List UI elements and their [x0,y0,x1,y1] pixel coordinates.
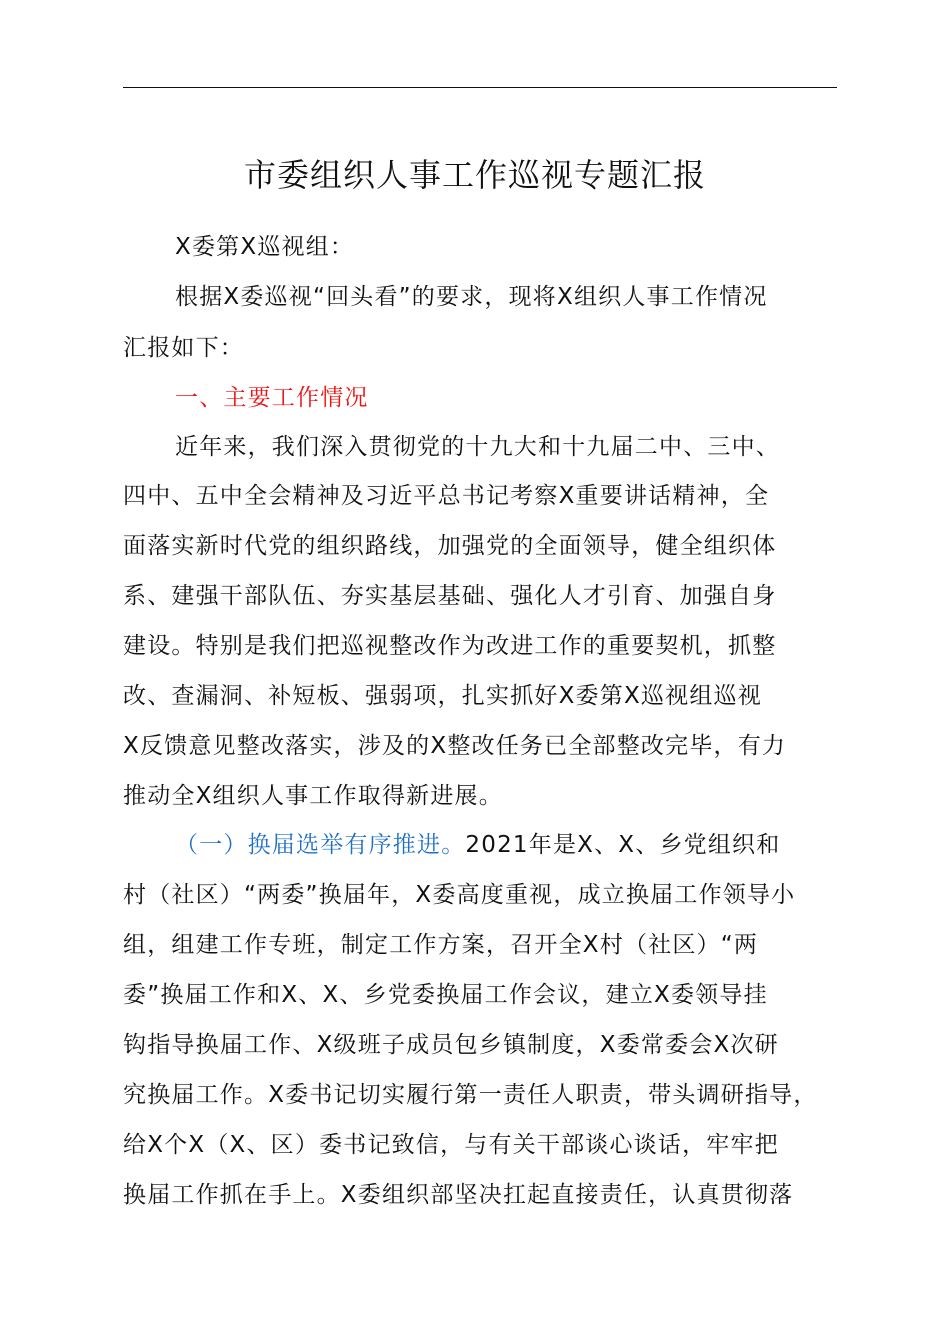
body-line-6: 改、查漏洞、补短板、强弱项，扎实抓好X委第X巡视组巡视 [123,683,762,709]
sub-body-line-3: 委”换届工作和X、X、乡党委换届工作会议，建立X委领导挂 [123,982,768,1008]
body-line-1: 近年来，我们深入贯彻党的十九大和十九届二中、三中、 [175,434,780,460]
body-line-4: 系、建强干部队伍、夯实基层基础、强化人才引育、加强自身 [123,583,777,609]
sub-body-line-6: 给X个X（X、区）委书记致信，与有关干部谈心谈话，牢牢把 [123,1132,779,1158]
body-line-3: 面落实新时代党的组织路线，加强党的全面领导，健全组织体 [123,533,777,559]
body-line-7: X反馈意见整改落实，涉及的X整改任务已全部整改完毕，有力 [123,733,787,759]
subsection-heading: （一）换届选举有序推进。 [175,832,466,858]
intro-line-2: 汇报如下： [123,335,244,361]
section-heading: 一、主要工作情况 [175,385,369,411]
sub-body-line-4: 钩指导换届工作、X级班子成员包乡镇制度，X委常委会X次研 [123,1032,779,1058]
body-line-8: 推动全X组织人事工作取得新进展。 [123,783,503,809]
subsection-first-line-text: 2021年是X、X、乡党组织和 [465,832,781,858]
document-title: 市委组织人事工作巡视专题汇报 [243,156,706,194]
intro-line-1: 根据X委巡视“回头看”的要求，现将X组织人事工作情况 [175,284,768,310]
sub-body-line-5: 究换届工作。X委书记切实履行第一责任人职责，带头调研指导， [123,1082,818,1108]
header-rule [123,87,837,88]
body-line-5: 建设。特别是我们把巡视整改作为改进工作的重要契机，抓整 [123,633,777,659]
salutation: X委第X巡视组： [175,234,355,260]
sub-body-line-1: 村（社区）“两委”换届年，X委高度重视，成立换届工作领导小 [123,882,796,908]
subsection-first-line [175,830,915,860]
sub-body-line-7: 换届工作抓在手上。X委组织部坚决扛起直接责任，认真贯彻落 [123,1182,794,1208]
body-line-2: 四中、五中全会精神及习近平总书记考察X重要讲话精神，全 [123,483,770,509]
sub-body-line-2: 组，组建工作专班，制定工作方案，召开全X村（社区）“两 [123,932,759,958]
